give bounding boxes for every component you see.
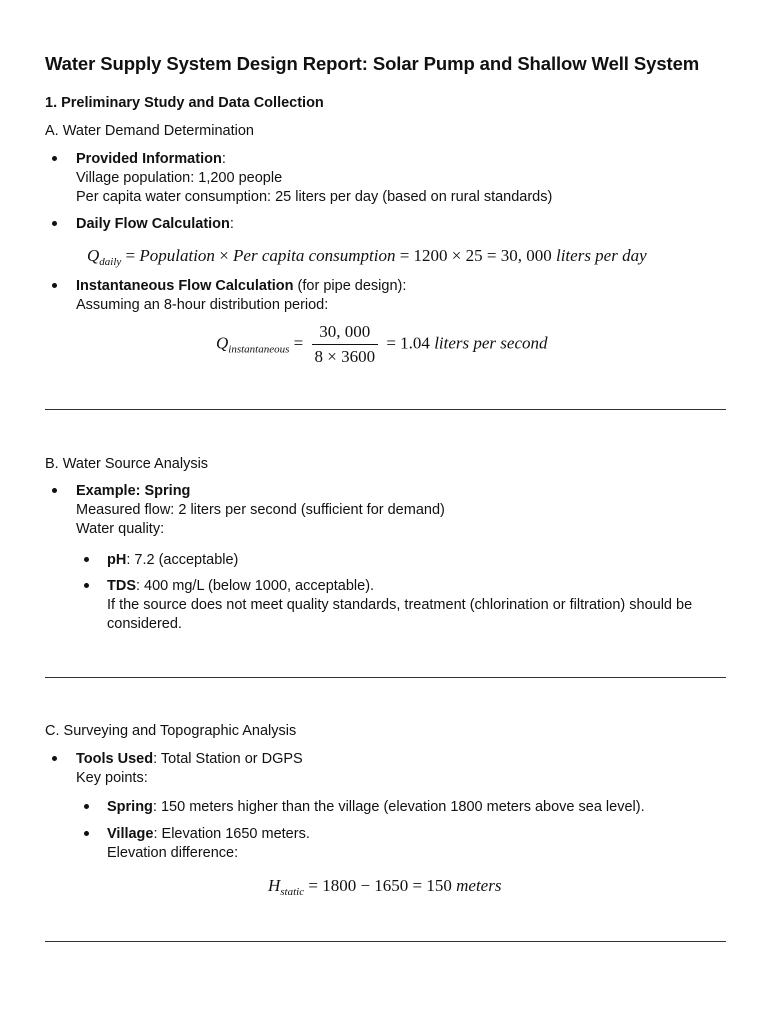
instantaneous-flow-formula — [216, 322, 548, 367]
bullet-dot — [52, 756, 57, 761]
elevation-difference-line: Elevation difference: — [107, 845, 239, 861]
bullet-label: Spring — [107, 799, 153, 815]
bullet-dot — [52, 488, 57, 493]
bullet-text: : Total Station or DGPS — [153, 751, 303, 767]
horizontal-divider — [45, 677, 726, 678]
formula-subscript: static — [280, 886, 305, 898]
consumption-line: Per capita water consumption: 25 liters per day (based on rural standards) — [76, 189, 553, 205]
population-line: Village population: 1,200 people — [76, 170, 283, 186]
document-page — [45, 0, 726, 1024]
formula-term-population: Population — [139, 246, 215, 265]
bullet-text: : Elevation 1650 meters. — [153, 826, 310, 842]
formula-unit: liters per second — [434, 333, 548, 353]
bullet-suffix: : — [229, 216, 234, 232]
bullet-dot — [84, 831, 89, 836]
bullet-label: Daily Flow Calculation — [76, 216, 230, 232]
bullet-suffix: (for pipe design): — [293, 278, 407, 294]
bullet-label: Example: Spring — [76, 483, 191, 499]
subsection-heading-c: C. Surveying and Topographic Analysis — [45, 723, 297, 739]
subsection-heading-a: A. Water Demand Determination — [45, 123, 254, 139]
bullet-dot — [84, 583, 89, 588]
formula-h: H — [268, 876, 281, 895]
formula-q: Q — [216, 333, 229, 353]
bullet-label: TDS — [107, 578, 136, 594]
measured-flow-line: Measured flow: 2 liters per second (sufficient for demand) — [76, 502, 445, 518]
subsection-heading-b: B. Water Source Analysis — [45, 456, 209, 472]
bullet-label: Village — [107, 826, 154, 842]
bullet-label: Tools Used — [76, 751, 154, 767]
distribution-period-line: Assuming an 8-hour distribution period: — [76, 297, 329, 313]
key-points-line: Key points: — [76, 770, 148, 786]
formula-equals: = — [293, 333, 304, 353]
section-heading: 1. Preliminary Study and Data Collection — [45, 95, 324, 111]
formula-fraction — [312, 322, 379, 367]
bullet-dot — [52, 156, 57, 161]
fraction-denominator: 8 × 3600 — [314, 347, 376, 366]
static-head-formula — [268, 876, 501, 898]
formula-expression: = 1800 − 1650 = 150 — [308, 876, 452, 895]
bullet-dot — [84, 804, 89, 809]
formula-subscript: daily — [99, 256, 122, 268]
formula-equals: = — [125, 246, 136, 265]
bullet-text: : 7.2 (acceptable) — [126, 552, 239, 568]
bullet-dot — [52, 221, 57, 226]
water-quality-line: Water quality: — [76, 521, 165, 537]
bullet-text: : 400 mg/L (below 1000, acceptable). — [136, 578, 375, 594]
formula-result: = 1.04 — [386, 333, 430, 353]
bullet-text: : 150 meters higher than the village (elevation 1800 meters above sea level). — [152, 799, 645, 815]
formula-equals: = — [399, 246, 410, 265]
page-title: Water Supply System Design Report: Solar Pump and Shallow Well System — [45, 53, 700, 74]
bullet-label: Provided Information — [76, 151, 222, 167]
horizontal-divider — [45, 409, 726, 410]
formula-times: × — [219, 246, 229, 265]
bullet-suffix: : — [221, 151, 226, 167]
bullet-dot — [52, 283, 57, 288]
formula-numbers: 1200 × 25 = 30, 000 — [413, 246, 552, 265]
formula-unit: meters — [456, 876, 502, 895]
formula-q: Q — [87, 246, 100, 265]
fraction-numerator: 30, 000 — [312, 322, 379, 345]
formula-subscript: instantaneous — [228, 343, 290, 356]
bullet-label: Instantaneous Flow Calculation — [76, 278, 294, 294]
formula-unit: liters per day — [555, 246, 647, 265]
daily-flow-formula — [87, 246, 647, 268]
horizontal-divider — [45, 941, 726, 942]
treatment-note: If the source does not meet quality standards, treatment (chlorination or filtration) should be considered. — [107, 597, 693, 632]
formula-term-per-capita: Per capita consumption — [233, 246, 396, 265]
bullet-label: pH — [107, 552, 127, 568]
bullet-dot — [84, 557, 89, 562]
